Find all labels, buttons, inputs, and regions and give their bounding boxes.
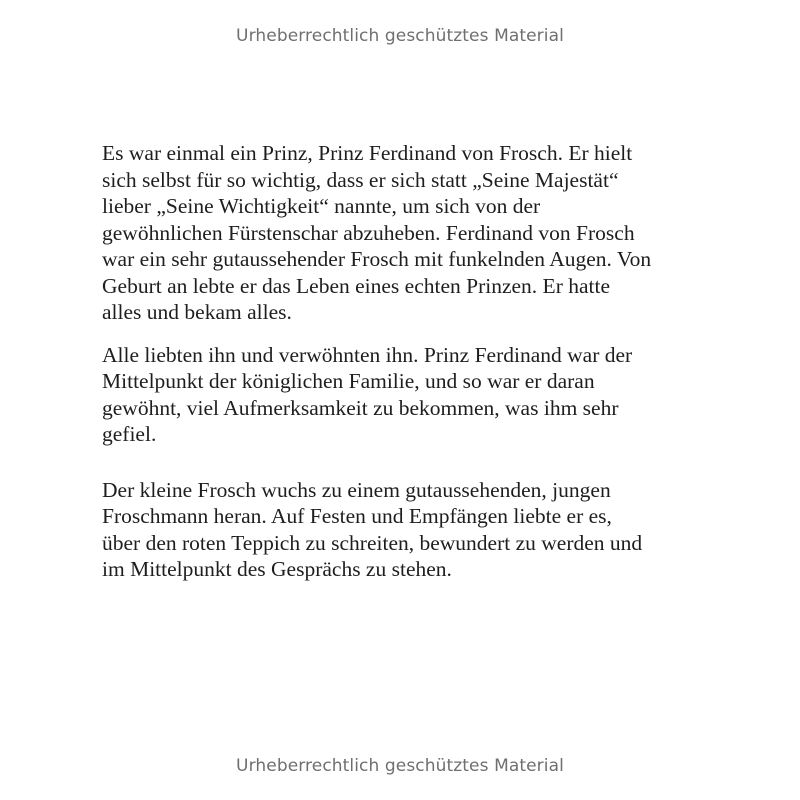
- text-line: sich selbst für so wichtig, dass er sich statt „Seine Majestät“: [102, 167, 619, 192]
- text-line: gefiel.: [102, 422, 157, 446]
- paragraph-3: [102, 477, 702, 583]
- page-body: [102, 140, 702, 583]
- text-line: Geburt an lebte er das Leben eines echten Prinzen. Er hatte: [102, 273, 611, 298]
- text-line: über den roten Teppich zu schreiten, bewundert zu werden und: [102, 530, 643, 555]
- text-line: gewöhnt, viel Aufmerksamkeit zu bekommen, was ihm sehr: [102, 395, 619, 420]
- text-line: Mittelpunkt der königlichen Familie, und so war er daran: [102, 369, 595, 393]
- text-line: alles und bekam alles.: [102, 300, 292, 324]
- text-line: im Mittelpunkt des Gesprächs zu stehen.: [102, 557, 452, 581]
- text-line: gewöhnlichen Fürstenschar abzuheben. Ferdinand von Frosch: [102, 220, 635, 245]
- paragraph-2: [102, 342, 702, 448]
- text-line: lieber „Seine Wichtigkeit“ nannte, um sich von der: [102, 194, 541, 218]
- text-line: war ein sehr gutaussehender Frosch mit funkelnden Augen. Von: [102, 247, 652, 271]
- text-line: Der kleine Frosch wuchs zu einem gutaussehenden, jungen: [102, 477, 611, 502]
- text-line: Es war einmal ein Prinz, Prinz Ferdinand von Frosch. Er hielt: [102, 141, 633, 165]
- copyright-watermark-bottom: Urheberrechtlich geschütztes Material: [236, 756, 564, 776]
- text-line: Alle liebten ihn und verwöhnten ihn. Prinz Ferdinand war der: [102, 342, 633, 367]
- copyright-watermark-top: Urheberrechtlich geschütztes Material: [236, 26, 564, 46]
- text-line: Froschmann heran. Auf Festen und Empfängen liebte er es,: [102, 504, 612, 528]
- paragraph-1: [102, 140, 702, 326]
